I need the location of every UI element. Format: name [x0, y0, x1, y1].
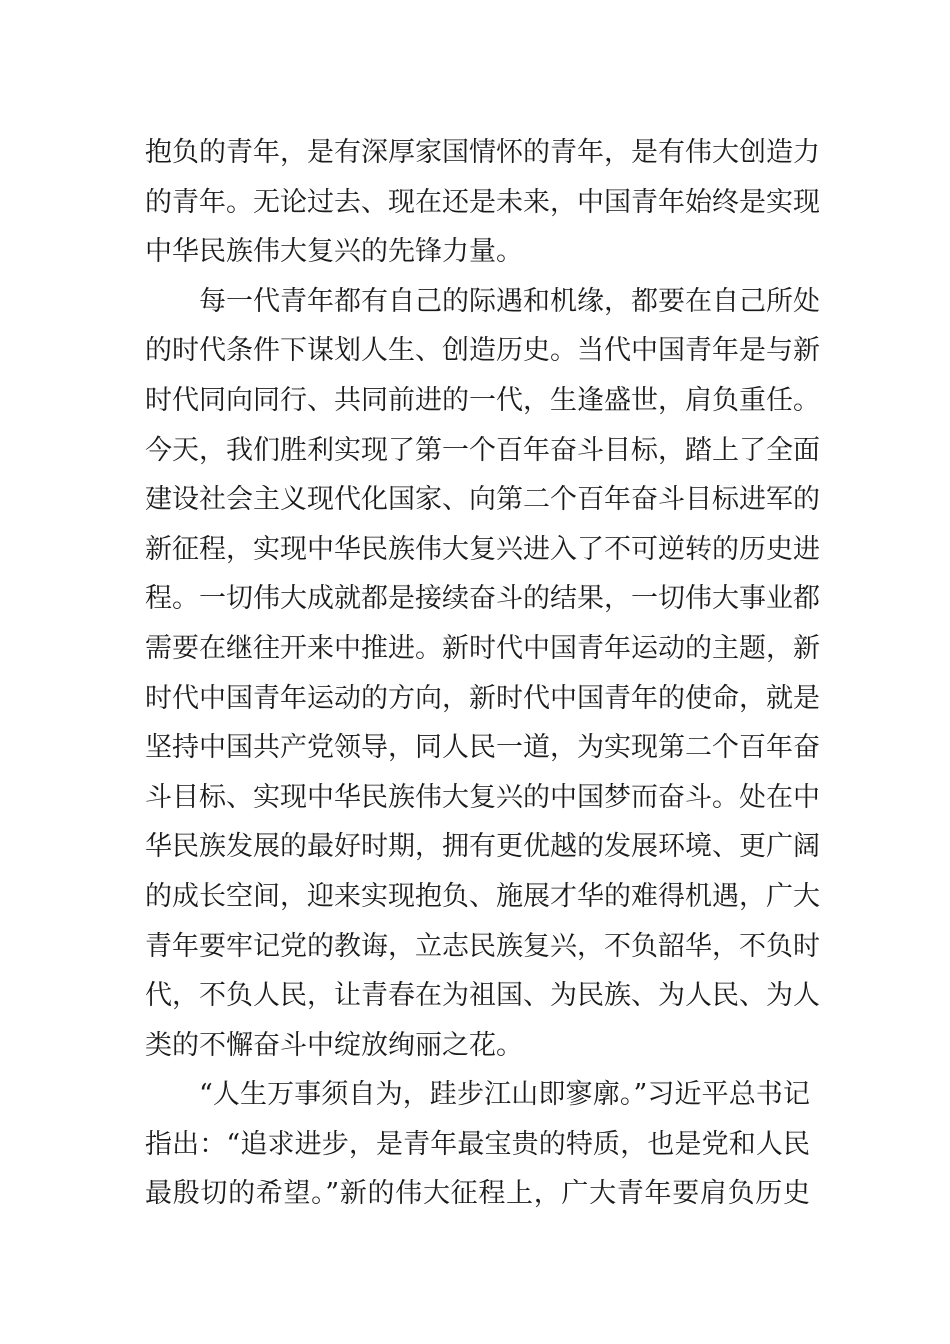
text-line: 今天，我们胜利实现了第一个百年奋斗目标，踏上了全面 — [145, 434, 820, 466]
text-line: 类的不懈奋斗中绽放绚丽之花。 — [145, 1029, 523, 1061]
text-line: 时代同向同行、共同前进的一代，生逢盛世，肩负重任。 — [145, 384, 820, 416]
text-line: 最殷切的希望。”新的伟大征程上，广大青年要肩负历史 — [145, 1178, 810, 1210]
paragraph-first-line: 每一代青年都有自己的际遇和机缘，都要在自己所处 — [199, 285, 820, 317]
text-line: 建设社会主义现代化国家、向第二个百年奋斗目标进军的 — [145, 484, 820, 516]
text-line: 新征程，实现中华民族伟大复兴进入了不可逆转的历史进 — [145, 533, 820, 565]
body-text — [145, 128, 820, 1219]
text-line: 抱负的青年，是有深厚家国情怀的青年，是有伟大创造力 — [145, 137, 820, 168]
paragraph-first-line: “人生万事须自为，跬步江山即寥廓。”习近平总书记 — [199, 1079, 810, 1111]
text-line: 需要在继往开来中推进。新时代中国青年运动的主题，新 — [145, 632, 820, 664]
text-line: 青年要牢记党的教诲，立志民族复兴，不负韶华，不负时 — [145, 930, 820, 962]
text-line: 华民族发展的最好时期，拥有更优越的发展环境、更广阔 — [145, 831, 820, 863]
text-line: 坚持中国共产党领导，同人民一道，为实现第二个百年奋 — [145, 732, 820, 764]
text-line: 斗目标、实现中华民族伟大复兴的中国梦而奋斗。处在中 — [145, 781, 820, 813]
text-line: 指出：“追求进步，是青年最宝贵的特质，也是党和人民 — [145, 1128, 810, 1160]
text-line: 程。一切伟大成就都是接续奋斗的结果，一切伟大事业都 — [145, 583, 820, 615]
text-line: 的时代条件下谋划人生、创造历史。当代中国青年是与新 — [145, 335, 820, 367]
text-line: 代，不负人民，让青春在为祖国、为民族、为人民、为人 — [145, 980, 820, 1012]
text-line: 的青年。无论过去、现在还是未来，中国青年始终是实现 — [145, 186, 820, 218]
text-line: 的成长空间，迎来实现抱负、施展才华的难得机遇，广大 — [145, 880, 820, 912]
text-line: 时代中国青年运动的方向，新时代中国青年的使命，就是 — [145, 682, 820, 714]
text-line: 中华民族伟大复兴的先锋力量。 — [145, 236, 523, 268]
